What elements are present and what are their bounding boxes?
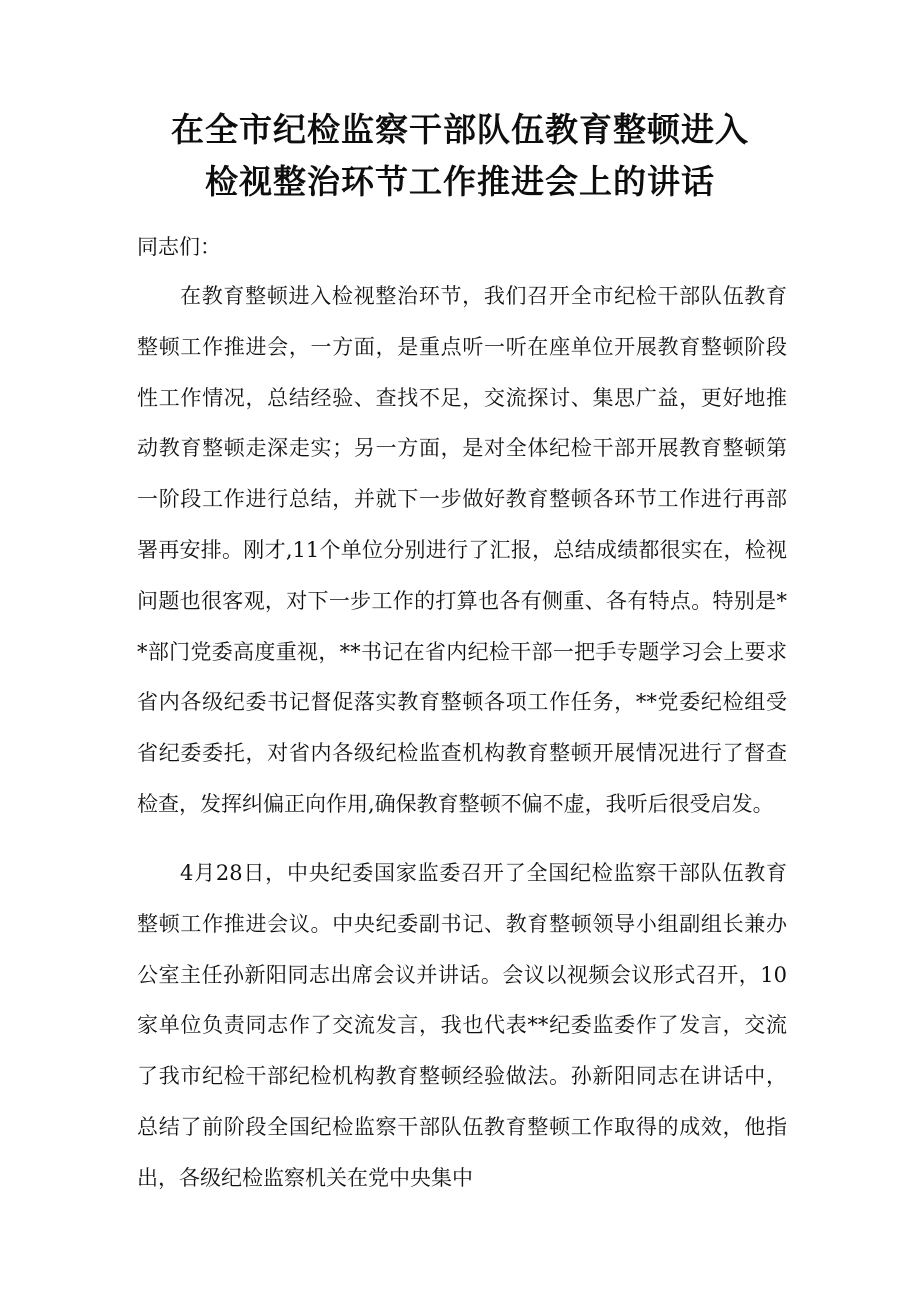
document-title-line-2: 检视整治环节工作推进会上的讲话 <box>205 162 715 201</box>
body-paragraph-2: 4月28日，中央纪委国家监委召开了全国纪检监察干部队伍教育整顿工作推进会议。中央纪委副书记、教育整顿领导小组副组长兼办公室主任孙新阳同志出席会议并讲话。会议以视频会议形式召开，10家单位负责同志作了交流发言，我也代表**纪委监委作了发言，交流了我市纪检干部纪检机构教育整顿经验做法。孙新阳同志在讲话中，总结了前阶段全国纪检监察干部队伍教育整顿工作取得的成效，他指出，各级纪检监察机关在党中央集中 <box>137 861 787 1190</box>
document-title-line-1: 在全市纪检监察干部队伍教育整顿进入 <box>171 110 749 149</box>
salutation: 同志们： <box>137 235 221 259</box>
body-paragraph-1: 在教育整顿进入检视整治环节，我们召开全市纪检干部队伍教育整顿工作推进会，一方面，是重点听一听在座单位开展教育整顿阶段性工作情况，总结经验、查找不足，交流探讨、集思广益，更好地推动教育整顿走深走实；另一方面，是对全体纪检干部开展教育整顿第一阶段工作进行总结，并就下一步做好教育整顿各环节工作进行再部署再安排。刚才,11个单位分别进行了汇报，总结成绩都很实在，检视问题也很客观，对下一步工作的打算也各有侧重、各有特点。特别是**部门党委高度重视，**书记在省内纪检干部一把手专题学习会上要求省内各级纪委书记督促落实教育整顿各项工作任务，**党委纪检组受省纪委委托，对省内各级纪检监查机构教育整顿开展情况进行了督查检查，发挥纠偏正向作用,确保教育整顿不偏不虚，我听后很受启发。 <box>137 284 787 816</box>
